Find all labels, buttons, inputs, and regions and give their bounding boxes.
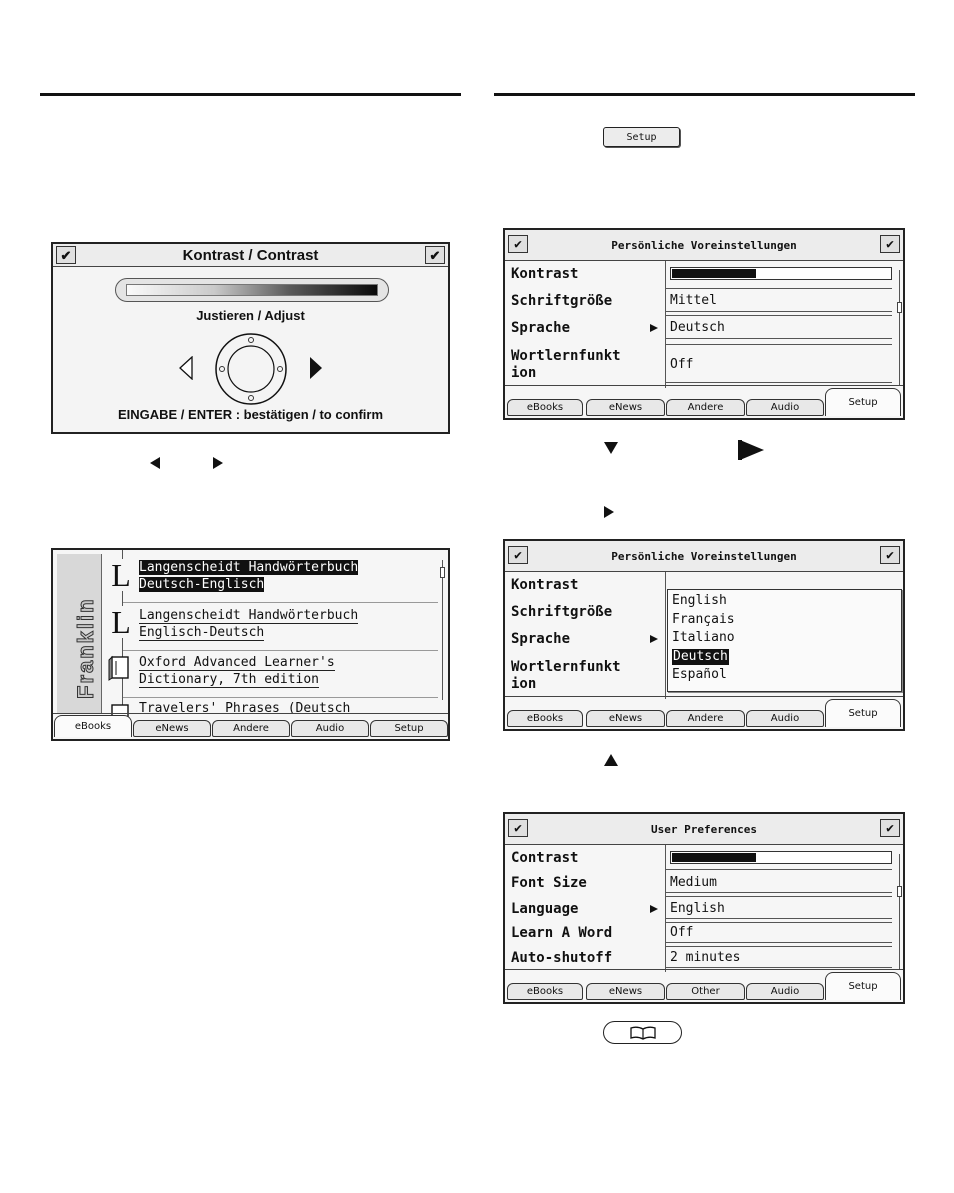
tab-audio[interactable]: Audio bbox=[746, 399, 824, 416]
column-divider bbox=[665, 261, 666, 388]
scrollbar-track[interactable] bbox=[442, 560, 443, 700]
tab-andere[interactable]: Andere bbox=[666, 399, 745, 416]
book-title-line2: Englisch-Deutsch bbox=[139, 625, 265, 640]
tab-enews[interactable]: eNews bbox=[586, 399, 665, 416]
value-font-size[interactable]: Medium bbox=[670, 875, 717, 890]
row-separator bbox=[666, 382, 892, 383]
adjust-label: Justieren / Adjust bbox=[196, 308, 305, 323]
prefs-title: Persönliche Voreinstellungen bbox=[611, 549, 797, 563]
left-header-rule bbox=[40, 93, 461, 96]
wrench-icon: ✔ bbox=[508, 546, 528, 564]
label-schriftgroesse: Schriftgröße bbox=[511, 293, 613, 309]
tab-setup[interactable]: Setup bbox=[825, 388, 901, 416]
tab-bar bbox=[505, 385, 903, 418]
tab-ebooks[interactable]: eBooks bbox=[507, 983, 583, 1000]
selector-arrow-icon bbox=[650, 635, 658, 643]
list-item[interactable] bbox=[139, 559, 358, 593]
tab-bar bbox=[505, 969, 903, 1002]
wrench-icon: ✔ bbox=[880, 819, 900, 837]
label-auto-shutoff: Auto-shutoff bbox=[511, 950, 613, 966]
tab-enews[interactable]: eNews bbox=[586, 710, 665, 727]
prefs-title: User Preferences bbox=[651, 822, 757, 836]
prefs-title: Persönliche Voreinstellungen bbox=[611, 238, 797, 252]
wrench-icon: ✔ bbox=[56, 246, 76, 264]
list-item[interactable] bbox=[139, 654, 335, 688]
book-l-icon: L bbox=[108, 606, 134, 638]
label-contrast: Contrast bbox=[511, 850, 579, 866]
language-dropdown[interactable] bbox=[667, 589, 902, 692]
tab-setup[interactable]: Setup bbox=[370, 720, 448, 737]
prefs-titlebar bbox=[505, 541, 903, 572]
book-title-line1: Langenscheidt Handwörterbuch bbox=[139, 560, 359, 575]
book-icon bbox=[108, 655, 130, 685]
value-auto-shutoff[interactable]: 2 minutes bbox=[670, 950, 741, 965]
label-schriftgroesse: Schriftgröße bbox=[511, 604, 613, 620]
left-outline-arrow-icon[interactable] bbox=[179, 356, 193, 384]
label-sprache: Sprache bbox=[511, 320, 571, 336]
option-english[interactable]: English bbox=[672, 593, 727, 608]
wrench-icon: ✔ bbox=[508, 235, 528, 253]
contrast-level-bar[interactable] bbox=[670, 851, 892, 864]
label-learn-a-word: Learn A Word bbox=[511, 925, 613, 941]
contrast-titlebar bbox=[53, 244, 448, 267]
setup-key-label: Setup bbox=[626, 131, 657, 143]
tab-audio[interactable]: Audio bbox=[746, 983, 824, 1000]
label-wortlernfunktion-cont: ion bbox=[511, 365, 537, 381]
prefs-titlebar bbox=[505, 814, 903, 845]
wrench-icon: ✔ bbox=[880, 235, 900, 253]
selector-arrow-icon bbox=[650, 905, 658, 913]
value-learn-a-word[interactable]: Off bbox=[670, 925, 694, 940]
label-sprache: Sprache bbox=[511, 631, 571, 647]
scrollbar-track[interactable] bbox=[899, 270, 900, 385]
row-separator bbox=[666, 918, 892, 919]
right-arrow-key-icon[interactable] bbox=[604, 506, 614, 518]
row-separator bbox=[666, 896, 892, 897]
contrast-level-fill bbox=[672, 269, 756, 278]
right-arrow-key-icon[interactable] bbox=[213, 457, 223, 469]
option-espanol[interactable]: Español bbox=[672, 667, 727, 682]
tab-andere[interactable]: Andere bbox=[666, 710, 745, 727]
prefs-titlebar bbox=[505, 230, 903, 261]
list-item-clip bbox=[139, 700, 439, 714]
row-separator bbox=[666, 344, 892, 345]
scrollbar-track[interactable] bbox=[899, 854, 900, 969]
franklin-logo: Franklin bbox=[73, 597, 98, 699]
contrast-level-fill bbox=[672, 853, 756, 862]
setup-key[interactable] bbox=[603, 127, 680, 147]
row-separator bbox=[666, 315, 892, 316]
label-kontrast: Kontrast bbox=[511, 266, 579, 282]
open-book-icon bbox=[629, 1026, 657, 1040]
tab-bar bbox=[505, 696, 903, 729]
play-arrow-icon bbox=[738, 440, 766, 464]
left-arrow-key-icon[interactable] bbox=[150, 457, 160, 469]
tab-other[interactable]: Other bbox=[666, 983, 745, 1000]
prefs-screen-en bbox=[503, 812, 905, 1004]
label-kontrast: Kontrast bbox=[511, 577, 579, 593]
prefs-screen-de bbox=[503, 228, 905, 420]
row-separator bbox=[666, 338, 892, 339]
tab-enews[interactable]: eNews bbox=[586, 983, 665, 1000]
contrast-screen bbox=[51, 242, 450, 434]
option-francais[interactable]: Français bbox=[672, 612, 735, 627]
list-item[interactable] bbox=[139, 700, 350, 714]
wrench-icon: ✔ bbox=[880, 546, 900, 564]
value-wortlernfunktion[interactable]: Off bbox=[670, 357, 694, 372]
franklin-spine bbox=[57, 554, 102, 714]
column-divider bbox=[665, 572, 666, 699]
book-title-line2: Deutsch-Englisch bbox=[139, 577, 265, 592]
book-l-icon: L bbox=[108, 559, 134, 591]
wrench-icon: ✔ bbox=[425, 246, 445, 264]
book-title-line1: Travelers' Phrases (Deutsch bbox=[139, 701, 350, 714]
contrast-level-bar[interactable] bbox=[670, 267, 892, 280]
up-arrow-key-icon[interactable] bbox=[604, 754, 618, 766]
row-separator bbox=[666, 869, 892, 870]
tab-ebooks[interactable]: eBooks bbox=[507, 710, 583, 727]
navigation-pad-icon[interactable] bbox=[214, 332, 288, 410]
right-filled-arrow-icon[interactable] bbox=[309, 356, 323, 384]
option-italiano[interactable]: Italiano bbox=[672, 630, 735, 645]
row-separator bbox=[666, 967, 892, 968]
selector-arrow-icon bbox=[650, 324, 658, 332]
row-separator bbox=[666, 942, 892, 943]
scrollbar-thumb[interactable] bbox=[897, 886, 902, 897]
tab-ebooks[interactable]: eBooks bbox=[507, 399, 583, 416]
value-schriftgroesse[interactable]: Mittel bbox=[670, 293, 717, 308]
contrast-gradient-bar[interactable] bbox=[115, 278, 389, 302]
tab-setup[interactable]: Setup bbox=[825, 699, 901, 727]
tab-bar bbox=[53, 713, 448, 739]
tab-audio[interactable]: Audio bbox=[746, 710, 824, 727]
confirm-instruction: EINGABE / ENTER : bestätigen / to confirm bbox=[117, 407, 384, 422]
column-divider bbox=[665, 845, 666, 972]
list-separator bbox=[123, 602, 438, 603]
label-wortlernfunktion-cont: ion bbox=[511, 676, 537, 692]
tab-setup[interactable]: Setup bbox=[825, 972, 901, 1000]
down-arrow-key-icon[interactable] bbox=[604, 442, 618, 454]
book-key[interactable] bbox=[603, 1021, 682, 1044]
option-deutsch[interactable]: Deutsch bbox=[673, 649, 728, 664]
tab-enews[interactable]: eNews bbox=[133, 720, 211, 737]
label-wortlernfunktion: Wortlernfunkt bbox=[511, 659, 621, 675]
row-separator bbox=[666, 311, 892, 312]
row-separator bbox=[666, 892, 892, 893]
label-wortlernfunktion: Wortlernfunkt bbox=[511, 348, 621, 364]
list-separator bbox=[123, 697, 438, 698]
ebooks-screen bbox=[51, 548, 450, 741]
right-header-rule bbox=[494, 93, 915, 96]
tab-andere[interactable]: Andere bbox=[212, 720, 290, 737]
row-separator bbox=[666, 288, 892, 289]
contrast-title: Kontrast / Contrast bbox=[182, 246, 319, 264]
scrollbar-thumb[interactable] bbox=[440, 567, 445, 578]
list-item[interactable] bbox=[139, 607, 358, 641]
wrench-icon: ✔ bbox=[508, 819, 528, 837]
row-separator bbox=[666, 922, 892, 923]
value-language[interactable]: English bbox=[670, 901, 725, 916]
tab-ebooks[interactable]: eBooks bbox=[54, 715, 132, 737]
book-title-line1: Langenscheidt Handwörterbuch bbox=[139, 608, 359, 623]
label-font-size: Font Size bbox=[511, 875, 587, 891]
prefs-screen-de-dropdown bbox=[503, 539, 905, 731]
tab-audio[interactable]: Audio bbox=[291, 720, 369, 737]
row-separator bbox=[666, 946, 892, 947]
book-title-line2: Dictionary, 7th edition bbox=[139, 672, 320, 687]
list-separator bbox=[123, 650, 438, 651]
value-sprache[interactable]: Deutsch bbox=[670, 320, 725, 335]
book-title-line1: Oxford Advanced Learner's bbox=[139, 655, 335, 670]
label-language: Language bbox=[511, 901, 579, 917]
scrollbar-thumb[interactable] bbox=[897, 302, 902, 313]
